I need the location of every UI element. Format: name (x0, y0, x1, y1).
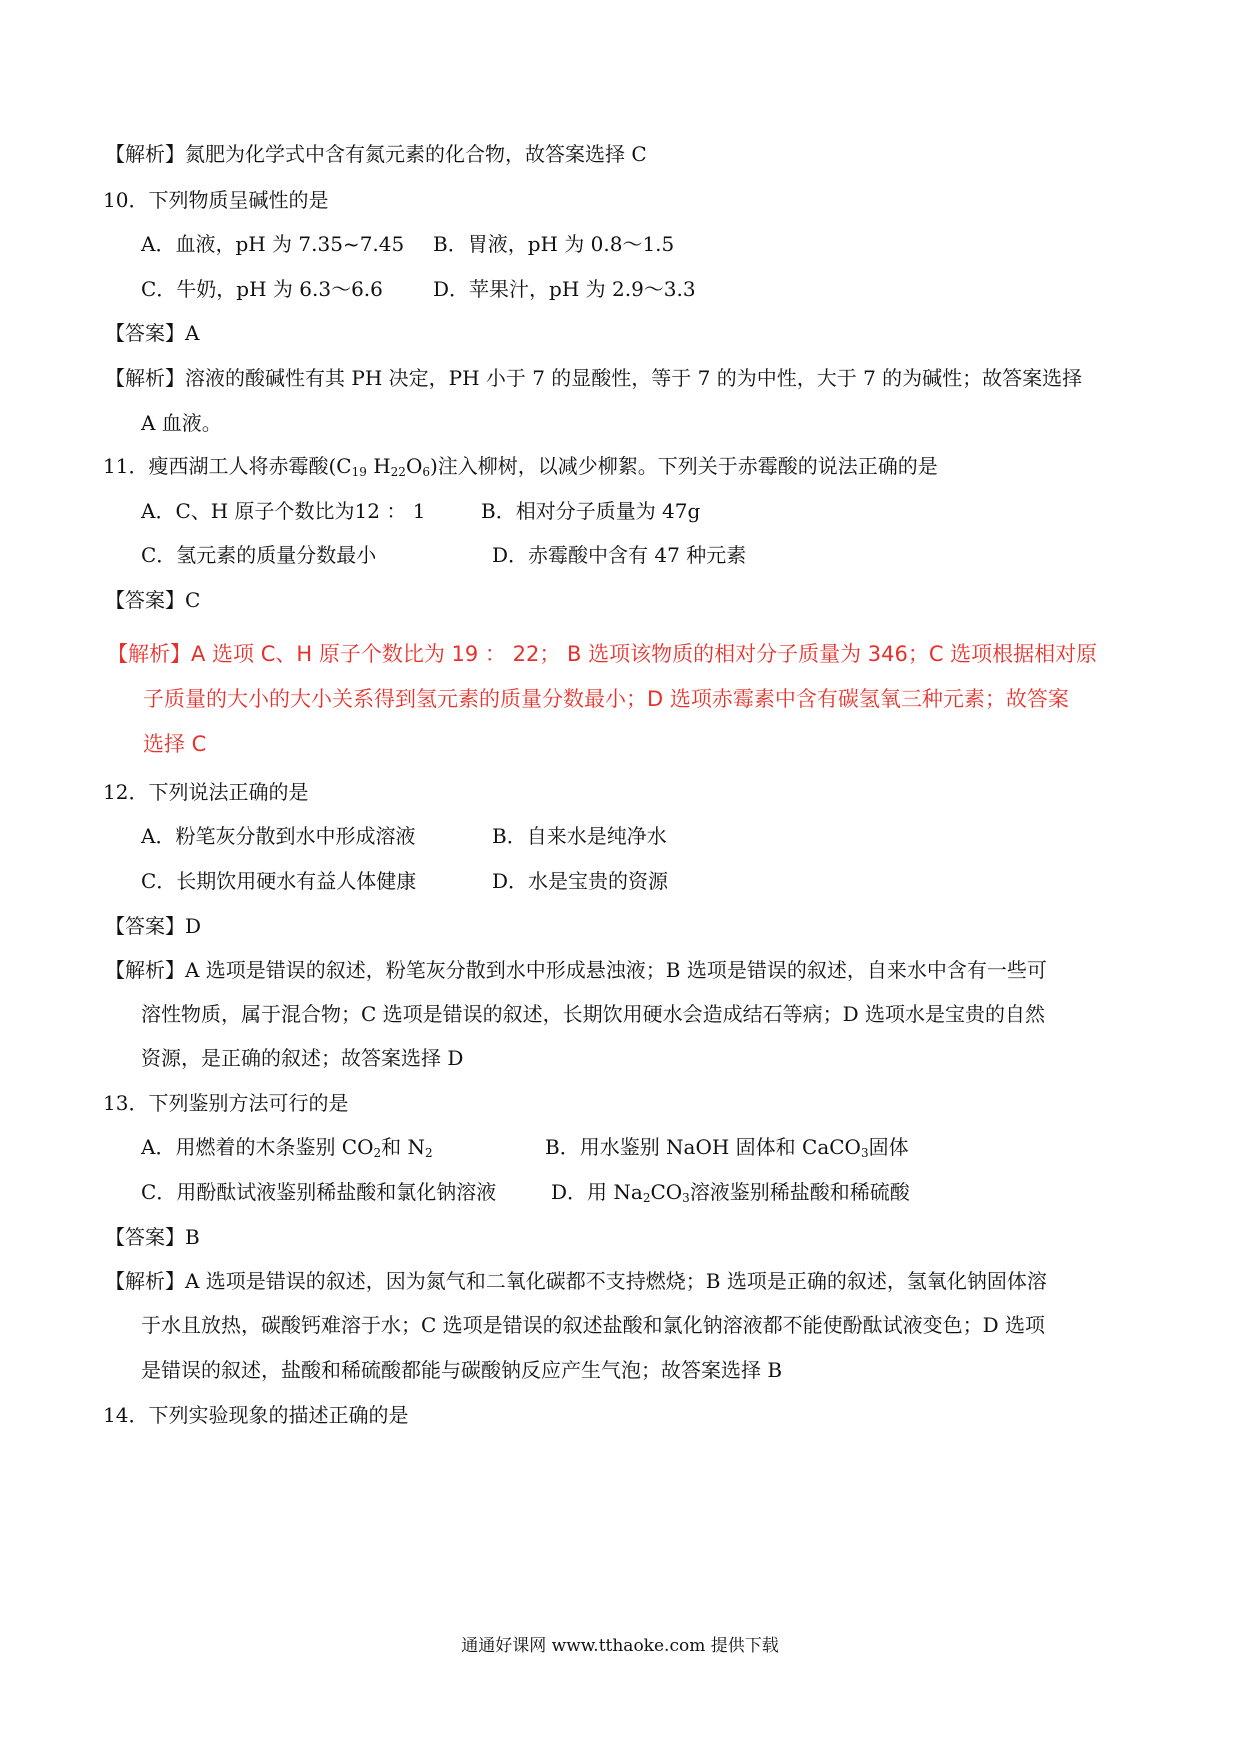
q13d-text-c: 溶液鉴别稀盐酸和稀硫酸 (689, 1180, 910, 1204)
answer-12: 【答案】D (105, 914, 202, 938)
q10-option-a: A．血液，pH 为 7.35~7.45 (141, 232, 405, 256)
q11-sub-2: 22 (390, 465, 406, 479)
q11-sub-1: 19 (351, 465, 367, 479)
q13b-text-b: 固体 (868, 1135, 909, 1159)
answer-13: 【答案】B (105, 1225, 200, 1249)
explanation-11-line-1: 【解析】A 选项 C、H 原子个数比为 19 ： 22； B 选项该物质的相对分子质量为 346；C 选项根据相对原 (107, 642, 1098, 666)
q11-option-d: D．赤霉酸中含有 47 种元素 (492, 543, 747, 567)
explanation-9: 【解析】氮肥为化学式中含有氮元素的化合物，故答案选择 C (105, 142, 647, 166)
page-footer: 通通好课网 www.tthaoke.com 提供下载 (461, 1636, 779, 1656)
explanation-13-line-1: 【解析】A 选项是错误的叙述，因为氮气和二氧化碳都不支持燃烧；B 选项是正确的叙述，氢氧化钠固体溶 (105, 1269, 1047, 1293)
q11-text-d: )注入柳树，以减少柳絮。下列关于赤霉酸的说法正确的是 (429, 454, 938, 478)
q10-option-b: B．胃液，pH 为 0.8～1.5 (433, 232, 675, 256)
explanation-12-line-2: 溶性物质，属于混合物；C 选项是错误的叙述，长期饮用硬水会造成结石等病；D 选项水是宝贵的自然 (141, 1002, 1046, 1026)
q13d-text-a: D．用 Na (551, 1180, 643, 1204)
answer-11: 【答案】C (105, 588, 201, 612)
q11-option-c: C．氢元素的质量分数最小 (141, 543, 377, 567)
q12-option-d: D．水是宝贵的资源 (492, 869, 669, 893)
q12-option-a: A．粉笔灰分散到水中形成溶液 (141, 824, 416, 848)
explanation-12-line-1: 【解析】A 选项是错误的叙述，粉笔灰分散到水中形成悬浊液；B 选项是错误的叙述，自来水中含有一些可 (105, 958, 1047, 982)
q13-option-a (141, 1133, 433, 1161)
explanation-11-line-2: 子质量的大小的大小关系得到氢元素的质量分数最小；D 选项赤霉素中含有碳氢氧三种元素；故答案 (143, 687, 1069, 711)
q13d-text-b: CO (650, 1180, 683, 1204)
question-13: 13．下列鉴别方法可行的是 (103, 1091, 349, 1115)
q13b-sub-1: 3 (860, 1146, 869, 1160)
explanation-12-line-3: 资源，是正确的叙述；故答案选择 D (141, 1046, 464, 1070)
q13a-sub-2: 2 (425, 1146, 433, 1160)
q12-option-c: C．长期饮用硬水有益人体健康 (141, 869, 417, 893)
question-10: 10．下列物质呈碱性的是 (103, 188, 329, 212)
q11-option-b: B．相对分子质量为 47g (481, 499, 701, 523)
q11-option-a: A．C、H 原子个数比为12 ： 1 (141, 499, 426, 523)
q13a-text-b: 和 N (381, 1135, 425, 1159)
q13a-sub-1: 2 (373, 1146, 382, 1160)
explanation-10-line-2: A 血液。 (141, 411, 222, 435)
q11-text-a: 11．瘦西湖工人将赤霉酸(C (103, 454, 352, 478)
q10-option-d: D．苹果汁，pH 为 2.9～3.3 (433, 277, 696, 301)
q10-option-c: C．牛奶，pH 为 6.3～6.6 (141, 277, 383, 301)
q11-sub-3: 6 (422, 465, 430, 479)
explanation-13-line-3: 是错误的叙述，盐酸和稀硫酸都能与碳酸钠反应产生气泡；故答案选择 B (141, 1358, 783, 1382)
q13b-text-a: B．用水鉴别 NaOH 固体和 CaCO (545, 1135, 861, 1159)
q13-option-c: C．用酚酞试液鉴别稀盐酸和氯化钠溶液 (141, 1180, 497, 1204)
q12-option-b: B．自来水是纯净水 (492, 824, 667, 848)
q13d-sub-2: 3 (682, 1191, 690, 1205)
answer-10: 【答案】A (105, 321, 200, 345)
explanation-11-line-3: 选择 C (143, 732, 207, 756)
question-12: 12．下列说法正确的是 (103, 780, 309, 804)
question-11 (103, 452, 938, 480)
question-14: 14．下列实验现象的描述正确的是 (103, 1403, 409, 1427)
q13a-text-a: A．用燃着的木条鉴别 CO (141, 1135, 374, 1159)
explanation-13-line-2: 于水且放热，碳酸钙难溶于水；C 选项是错误的叙述盐酸和氯化钠溶液都不能使酚酞试液变色；D 选项 (141, 1313, 1046, 1337)
q11-text-c: O (405, 454, 423, 478)
q13-option-d (551, 1178, 910, 1206)
explanation-10-line-1: 【解析】溶液的酸碱性有其 PH 决定，PH 小于 7 的显酸性，等于 7 的为中性，大于 7 的为碱性；故答案选择 (105, 366, 1083, 390)
q13-option-b (545, 1133, 909, 1161)
q11-text-b: H (366, 454, 391, 478)
q13d-sub-1: 2 (642, 1191, 651, 1205)
